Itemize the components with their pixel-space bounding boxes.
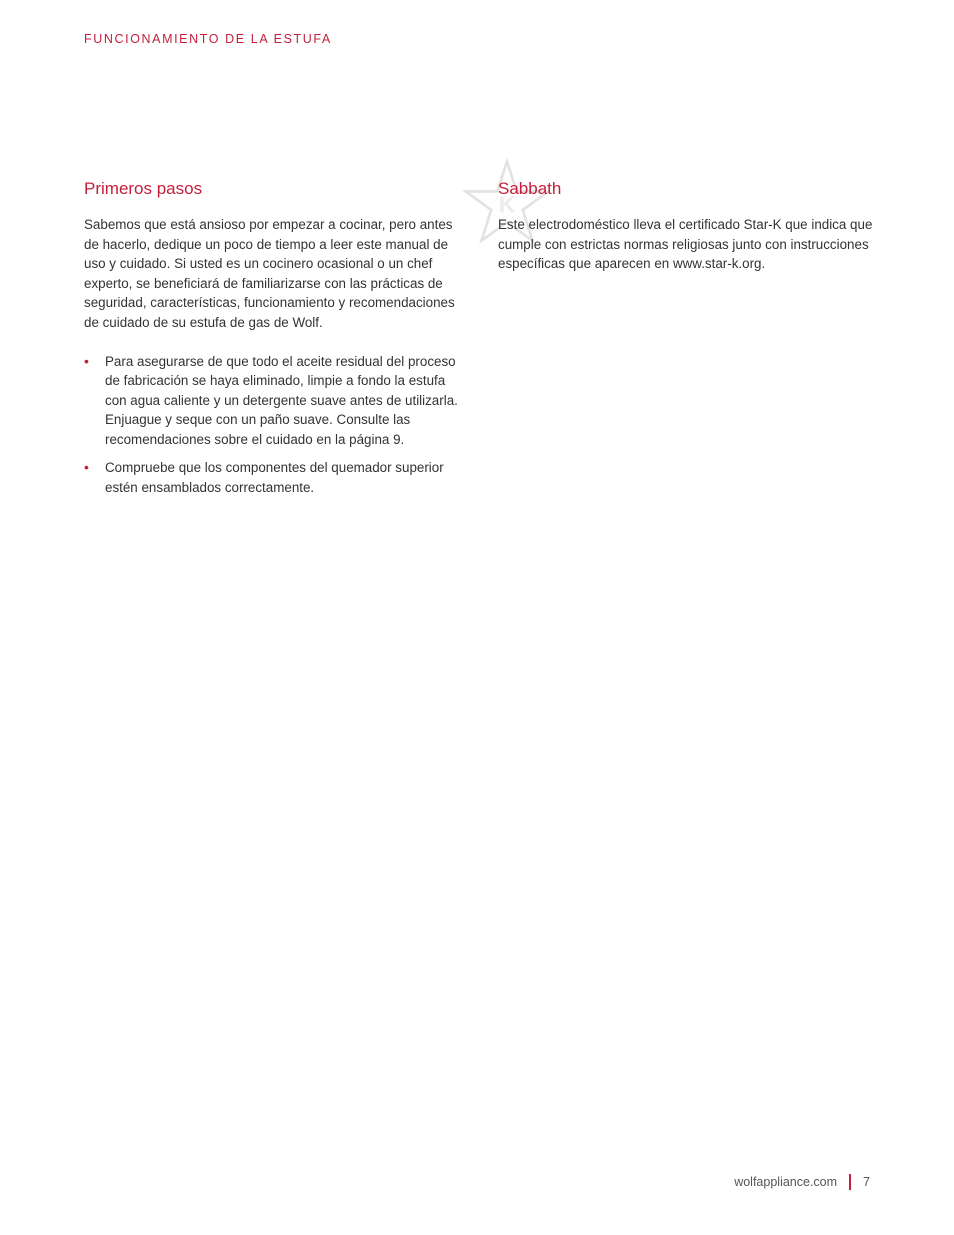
primeros-pasos-section bbox=[84, 178, 466, 506]
list-item bbox=[84, 352, 466, 450]
list-item-text: Compruebe que los componentes del quemador superior estén ensamblados correctamente. bbox=[105, 460, 444, 495]
sabbath-section bbox=[498, 178, 878, 274]
footer-website: wolfappliance.com bbox=[734, 1175, 838, 1189]
star-k-letter: K bbox=[498, 191, 516, 218]
list-item bbox=[84, 458, 466, 497]
section-header: FUNCIONAMIENTO DE LA ESTUFA bbox=[84, 32, 332, 46]
sabbath-heading: Sabbath bbox=[498, 179, 562, 198]
footer-divider bbox=[849, 1174, 851, 1190]
page-number: 7 bbox=[863, 1175, 870, 1189]
bullet-icon: • bbox=[84, 352, 89, 369]
primeros-pasos-list bbox=[84, 352, 466, 498]
bullet-icon: • bbox=[84, 459, 89, 476]
page-footer bbox=[734, 1174, 870, 1190]
list-item-text: Para asegurarse de que todo el aceite residual del proceso de fabricación se haya eliminado, limpie a fondo la estufa con agua caliente y un detergente suave antes de utilizarla. Enjuague y seque con un paño suave. Consulte las recomendaciones sobre el cuidado en la página 9. bbox=[105, 353, 458, 447]
primeros-pasos-heading: Primeros pasos bbox=[84, 179, 203, 198]
sabbath-body: Este electrodoméstico lleva el certificado Star-K que indica que cumple con estrictas normas religiosas junto con instrucciones específicas que aparecen en www.star-k.org. bbox=[498, 217, 873, 272]
primeros-pasos-intro: Sabemos que está ansioso por empezar a cocinar, pero antes de hacerlo, dedique un poco de tiempo a leer este manual de uso y cuidado. Si usted es un cocinero ocasional o un chef experto, se beneficiará de familiarizarse con las prácticas de seguridad, características, funcionamiento y recomendaciones de cuidado de su estufa de gas de Wolf. bbox=[84, 217, 455, 330]
